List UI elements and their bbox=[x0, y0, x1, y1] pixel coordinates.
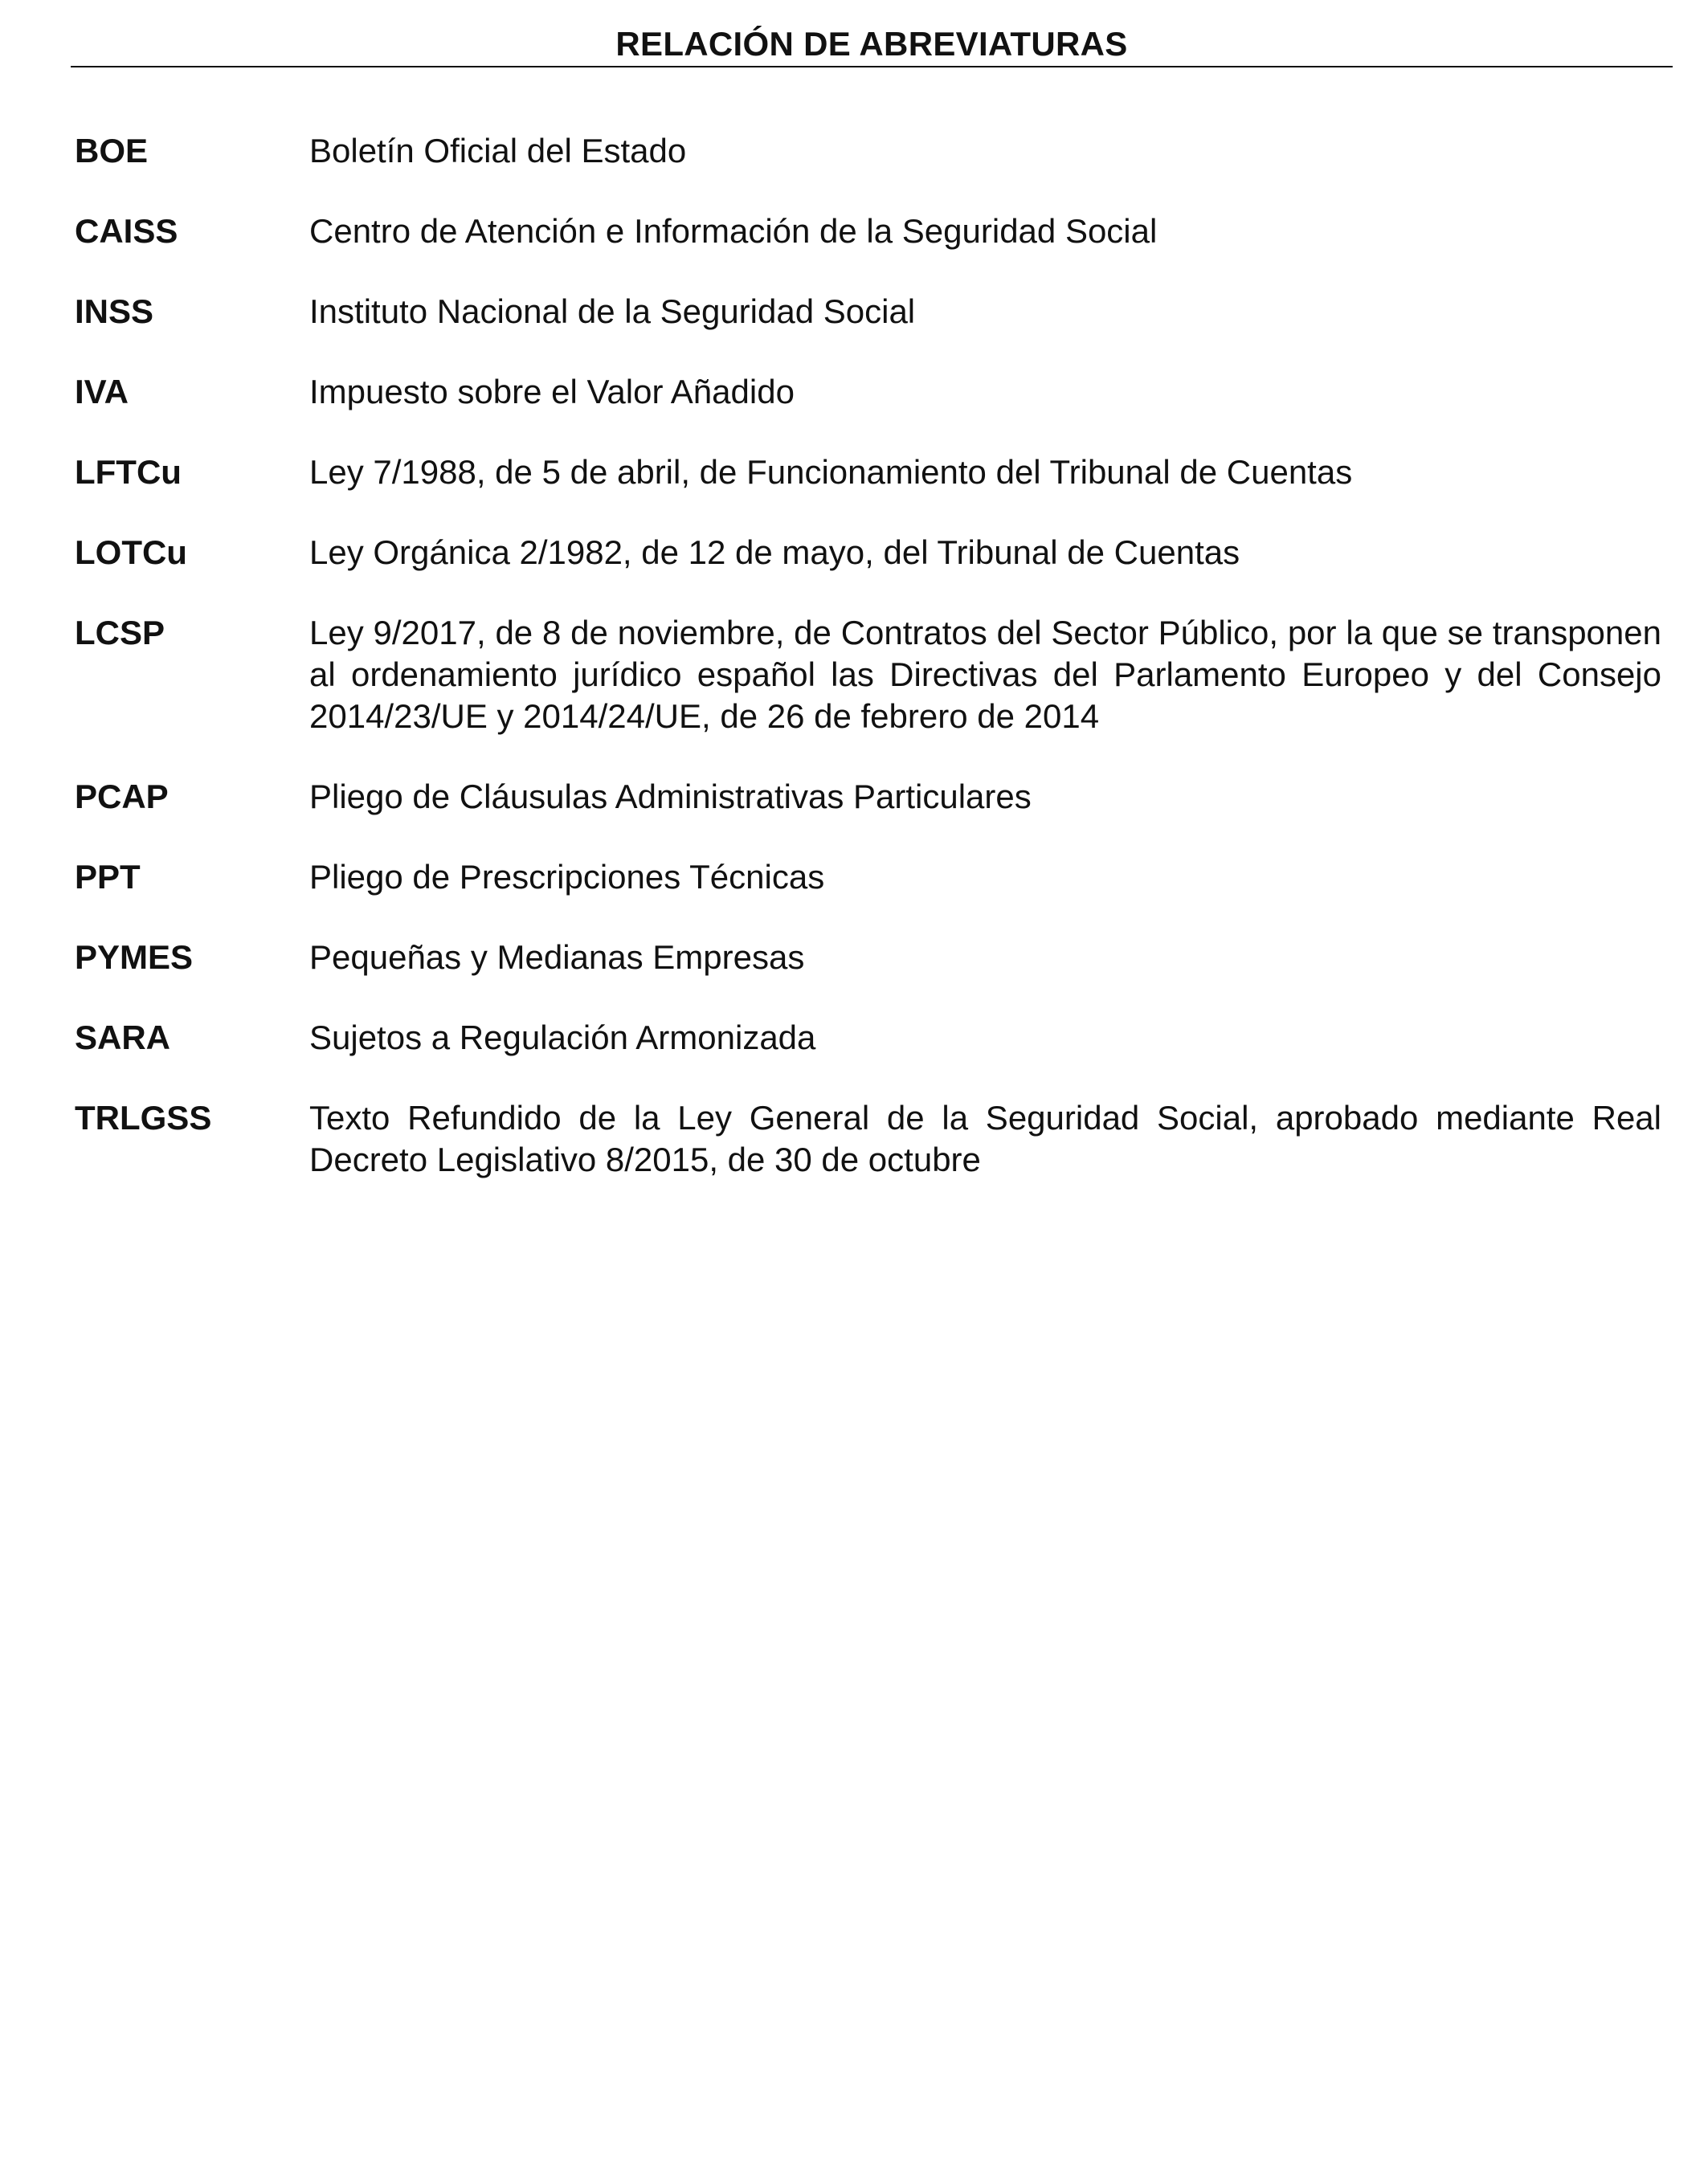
abbreviation-definition: Ley Orgánica 2/1982, de 12 de mayo, del Tribunal de Cuentas bbox=[309, 533, 1240, 571]
abbreviation-term: LOTCu bbox=[75, 533, 187, 571]
abbreviation-row-trlgss bbox=[75, 1097, 1661, 1181]
abbreviation-row-pcap bbox=[75, 776, 1661, 818]
abbreviation-term: SARA bbox=[75, 1019, 171, 1056]
abbreviation-row-lftcu bbox=[75, 451, 1661, 493]
abbreviation-row-sara bbox=[75, 1017, 1661, 1059]
abbreviation-definition: Sujetos a Regulación Armonizada bbox=[309, 1019, 816, 1056]
abbreviation-definition: Instituto Nacional de la Seguridad Social bbox=[309, 292, 916, 330]
abbreviation-term: LCSP bbox=[75, 614, 165, 651]
abbreviation-term: LFTCu bbox=[75, 453, 182, 491]
abbreviation-definition: Boletín Oficial del Estado bbox=[309, 132, 687, 169]
abbreviation-definition: Pliego de Cláusulas Administrativas Particulares bbox=[309, 778, 1032, 815]
abbreviation-row-lotcu bbox=[75, 532, 1661, 574]
abbreviation-definition: Texto Refundido de la Ley General de la Seguridad Social, aprobado mediante Real Decreto Legislativo 8/2015, de 30 de octubre bbox=[309, 1099, 1661, 1178]
abbreviation-row-iva bbox=[75, 371, 1661, 413]
abbreviation-term: INSS bbox=[75, 292, 154, 330]
abbreviation-list bbox=[75, 130, 1661, 1219]
abbreviation-term: TRLGSS bbox=[75, 1099, 212, 1137]
title-underline bbox=[71, 66, 1673, 67]
abbreviation-definition: Pliego de Prescripciones Técnicas bbox=[309, 858, 825, 896]
abbreviation-row-inss bbox=[75, 291, 1661, 333]
abbreviation-term: IVA bbox=[75, 373, 129, 410]
abbreviation-definition: Impuesto sobre el Valor Añadido bbox=[309, 373, 795, 410]
abbreviation-term: PYMES bbox=[75, 938, 194, 976]
abbreviation-term: PCAP bbox=[75, 778, 169, 815]
abbreviation-row-lcsp bbox=[75, 612, 1661, 737]
abbreviation-definition: Pequeñas y Medianas Empresas bbox=[309, 938, 805, 976]
abbreviation-row-ppt bbox=[75, 856, 1661, 898]
abbreviation-definition: Centro de Atención e Información de la Seguridad Social bbox=[309, 212, 1158, 250]
abbreviation-row-boe bbox=[75, 130, 1661, 172]
page-title: RELACIÓN DE ABREVIATURAS bbox=[615, 25, 1128, 63]
abbreviation-definition: Ley 9/2017, de 8 de noviembre, de Contratos del Sector Público, por la que se transponen al ordenamiento jurídico español las Directivas del Parlamento Europeo y del Consejo 2014/23/UE y 2014/24/UE, de 26 de febrero de 2014 bbox=[309, 614, 1661, 735]
abbreviation-row-pymes bbox=[75, 937, 1661, 978]
abbreviation-term: BOE bbox=[75, 132, 149, 169]
abbreviation-row-caiss bbox=[75, 210, 1661, 252]
abbreviation-term: PPT bbox=[75, 858, 141, 896]
abbreviation-definition: Ley 7/1988, de 5 de abril, de Funcionamiento del Tribunal de Cuentas bbox=[309, 453, 1353, 491]
abbreviation-term: CAISS bbox=[75, 212, 178, 250]
